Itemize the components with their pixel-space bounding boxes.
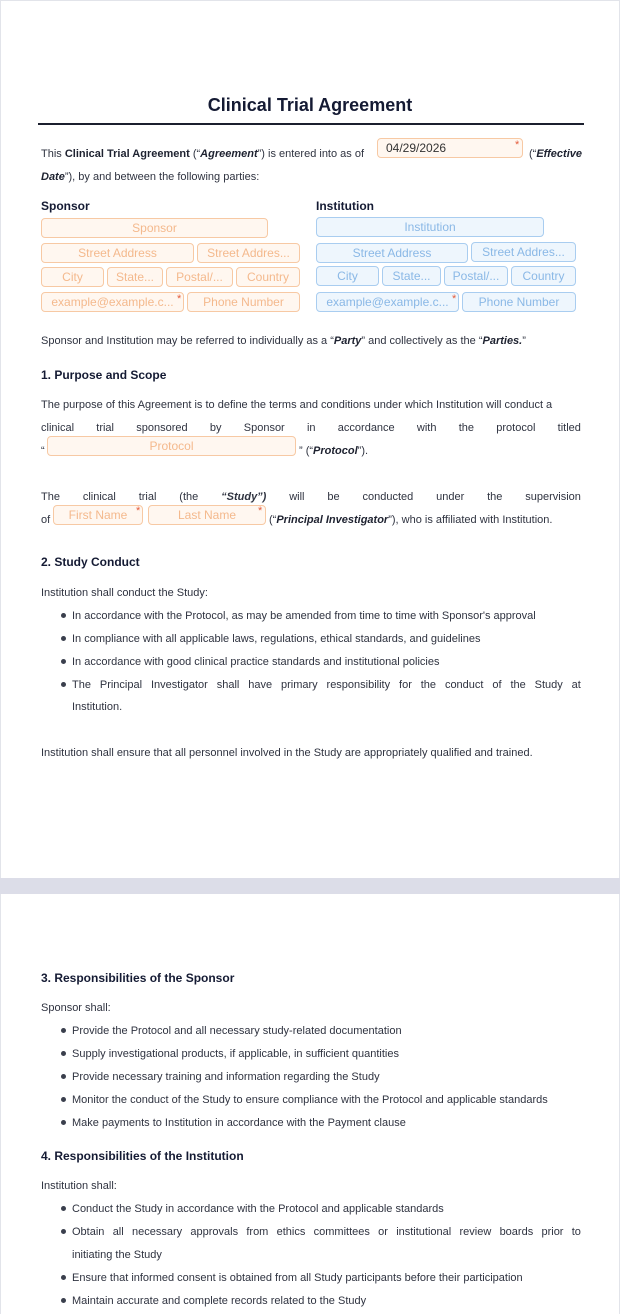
protocol-open-quote: “ <box>41 445 45 457</box>
institution-heading: Institution <box>316 199 374 213</box>
institution-phone-field[interactable]: Phone Number <box>462 292 576 312</box>
intro-agreement-term: Agreement <box>200 148 258 160</box>
protocol-title-field[interactable]: Protocol <box>47 436 296 456</box>
section-3-lead: Sponsor shall: <box>41 1002 111 1014</box>
word: primary <box>280 679 318 691</box>
word: of <box>492 679 502 691</box>
section-2-closing: Institution shall ensure that all personnel involved in the Study are appropriately qualified and trained. <box>41 747 533 759</box>
institution-street-address-field[interactable]: Street Address <box>316 243 468 263</box>
sponsor-email-field[interactable]: example@example.c... <box>41 292 184 312</box>
sponsor-heading: Sponsor <box>41 199 90 213</box>
word: sponsored <box>136 422 188 434</box>
institution-email-field[interactable]: example@example.c... <box>316 292 459 312</box>
bullet-dot <box>61 1051 66 1056</box>
word: Principal <box>99 679 143 691</box>
party-term: Party <box>333 335 362 347</box>
word: all <box>112 1226 124 1238</box>
sponsor-state-field[interactable]: State... <box>107 267 163 287</box>
word: accordance <box>337 422 395 434</box>
protocol-close-end: ”). <box>357 445 369 457</box>
intro-mid1: (“ <box>189 148 201 160</box>
pi-open: (“ <box>269 514 277 526</box>
parties-post: ” <box>522 335 526 347</box>
word: or <box>378 1226 388 1238</box>
section-3-bullet-5: Make payments to Institution in accordance with the Payment clause <box>72 1117 406 1129</box>
institution-state-field[interactable]: State... <box>382 266 441 286</box>
word: be <box>327 491 340 503</box>
word: the <box>420 679 437 691</box>
word: trial <box>138 491 157 503</box>
intro-bold: Clinical Trial Agreement <box>64 148 190 160</box>
section-2-lead: Institution shall conduct the Study: <box>41 587 208 599</box>
required-marker: * <box>136 505 141 517</box>
word: by <box>209 422 222 434</box>
sponsor-street-address-field[interactable]: Street Address <box>41 243 194 263</box>
word: protocol <box>496 422 536 434</box>
section-1-heading: 1. Purpose and Scope <box>41 368 167 382</box>
word: in <box>306 422 316 434</box>
bullet-dot <box>61 1097 66 1102</box>
bullet-dot <box>61 1298 66 1303</box>
bullet-dot <box>61 613 66 618</box>
bullet-dot <box>61 1229 66 1234</box>
pi-last-name-field[interactable]: Last Name <box>148 505 266 525</box>
section-3-bullet-1: Provide the Protocol and all necessary study-related documentation <box>72 1025 402 1037</box>
word: with <box>416 422 437 434</box>
pi-first-name-field[interactable]: First Name <box>53 505 143 525</box>
document-title: Clinical Trial Agreement <box>207 95 413 115</box>
word: titled <box>557 422 581 434</box>
bullet-dot <box>61 1074 66 1079</box>
institution-city-field[interactable]: City <box>316 266 379 286</box>
word: for <box>399 679 412 691</box>
word: the <box>510 679 526 691</box>
title-divider <box>38 123 584 125</box>
word: conduct <box>444 679 484 691</box>
word: approvals <box>190 1226 239 1238</box>
word: supervision <box>525 491 581 503</box>
sponsor-phone-field[interactable]: Phone Number <box>187 292 300 312</box>
section-3-bullet-4: Monitor the conduct of the Study to ensure compliance with the Protocol and applicable standards <box>72 1094 548 1106</box>
word: review <box>459 1226 492 1238</box>
word: Sponsor <box>243 422 285 434</box>
section-4-heading: 4. Responsibilities of the Institution <box>41 1149 244 1163</box>
institution-country-field[interactable]: Country <box>511 266 576 286</box>
word: will <box>289 491 305 503</box>
parties-pre: Sponsor and Institution may be referred to individually as a “ <box>41 335 334 347</box>
parties-term: Parties. <box>482 335 523 347</box>
word: Study <box>534 679 563 691</box>
bullet-dot <box>61 1120 66 1125</box>
intro-effective-term: Effective <box>536 148 582 160</box>
required-marker: * <box>452 293 457 305</box>
word: The <box>41 491 60 503</box>
pi-role-text <box>269 513 552 527</box>
intro-effective-label <box>529 147 582 161</box>
supervision-line <box>41 490 581 504</box>
section-4-bullet-4: Maintain accurate and complete records related to the Study <box>72 1295 367 1307</box>
word: under <box>436 491 465 503</box>
word: (the <box>179 491 199 503</box>
word: clinical <box>82 491 116 503</box>
word: responsibility <box>326 679 391 691</box>
word: ethics <box>276 1226 306 1238</box>
section-3-heading: 3. Responsibilities of the Sponsor <box>41 971 235 985</box>
section-2-heading: 2. Study Conduct <box>41 555 140 569</box>
sponsor-name-field[interactable]: Sponsor <box>41 218 268 238</box>
protocol-close-pre: ” (“ <box>299 445 314 457</box>
section-1-line-1: The purpose of this Agreement is to define the terms and conditions under which Institution will conduct a <box>41 399 553 411</box>
section-2-bullet-2: In compliance with all applicable laws, regulations, ethical standards, and guidelines <box>72 633 481 645</box>
institution-postal-field[interactable]: Postal/... <box>444 266 508 286</box>
bullet-dot <box>61 1275 66 1280</box>
section-2-bullet-4-line-1 <box>72 678 581 692</box>
required-marker: * <box>177 293 182 305</box>
word: prior <box>541 1226 564 1238</box>
word: have <box>248 679 273 691</box>
word: Obtain <box>72 1226 105 1238</box>
parties-mid: ” and collectively as the “ <box>361 335 483 347</box>
sponsor-postal-field[interactable]: Postal/... <box>166 267 233 287</box>
word: “Study”) <box>221 491 267 503</box>
section-3-bullet-3: Provide necessary training and information regarding the Study <box>72 1071 380 1083</box>
bullet-dot <box>61 682 66 687</box>
sponsor-city-field[interactable]: City <box>41 267 104 287</box>
intro-post-date: (“ <box>529 148 537 160</box>
bullet-dot <box>61 1206 66 1211</box>
parties-note <box>41 334 526 348</box>
supervision-of: of <box>41 514 51 526</box>
pi-rest: ”), who is affiliated with Institution. <box>388 514 553 526</box>
word: boards <box>499 1226 534 1238</box>
section-4-lead: Institution shall: <box>41 1180 117 1192</box>
word: from <box>246 1226 269 1238</box>
sponsor-country-field[interactable]: Country <box>236 267 300 287</box>
section-2-bullet-4-line-2: Institution. <box>72 701 123 713</box>
word: shall <box>216 679 240 691</box>
word: conducted <box>362 491 414 503</box>
word: The <box>72 679 91 691</box>
required-marker: * <box>515 139 520 151</box>
sponsor-street-address-2-field[interactable]: Street Addres... <box>197 243 300 263</box>
page-separator <box>0 878 620 894</box>
word: clinical <box>41 422 75 434</box>
word: the <box>487 491 503 503</box>
intro-line2-rest: ”), by and between the following parties: <box>64 171 260 183</box>
bullet-dot <box>61 659 66 664</box>
intro-line-1 <box>41 147 364 161</box>
bullet-dot <box>61 1028 66 1033</box>
section-4-bullet-1: Conduct the Study in accordance with the Protocol and applicable standards <box>72 1203 444 1215</box>
word: necessary <box>131 1226 183 1238</box>
intro-date-term: Date <box>41 171 65 183</box>
protocol-term: Protocol <box>313 445 358 457</box>
word: Investigator <box>150 679 208 691</box>
section-2-bullet-1: In accordance with the Protocol, as may be amended from time to time with Sponsor's approval <box>72 610 536 622</box>
word: institutional <box>396 1226 452 1238</box>
intro-line-2 <box>41 170 259 184</box>
section-3-bullet-2: Supply investigational products, if applicable, in sufficient quantities <box>72 1048 399 1060</box>
effective-date-field[interactable]: 04/29/2026 <box>377 138 523 158</box>
section-2-bullet-3: In accordance with good clinical practice standards and institutional policies <box>72 656 440 668</box>
section-1-line-2 <box>41 421 581 435</box>
word: to <box>571 1226 581 1238</box>
word: trial <box>96 422 114 434</box>
protocol-close <box>299 444 368 458</box>
section-4-bullet-2-line-1 <box>72 1225 581 1239</box>
word: the <box>458 422 475 434</box>
institution-street-address-2-field[interactable]: Street Addres... <box>471 242 576 262</box>
pi-term: Principal Investigator <box>276 514 389 526</box>
word: at <box>571 679 581 691</box>
intro-pre: This <box>41 148 65 160</box>
institution-name-field[interactable]: Institution <box>316 217 544 237</box>
section-4-bullet-3: Ensure that informed consent is obtained from all Study participants before their participation <box>72 1272 523 1284</box>
required-marker: * <box>258 505 263 517</box>
intro-mid2: ”) is entered into as of <box>257 148 365 160</box>
bullet-dot <box>61 636 66 641</box>
word: committees <box>313 1226 370 1238</box>
section-4-bullet-2-line-2: initiating the Study <box>72 1249 162 1261</box>
